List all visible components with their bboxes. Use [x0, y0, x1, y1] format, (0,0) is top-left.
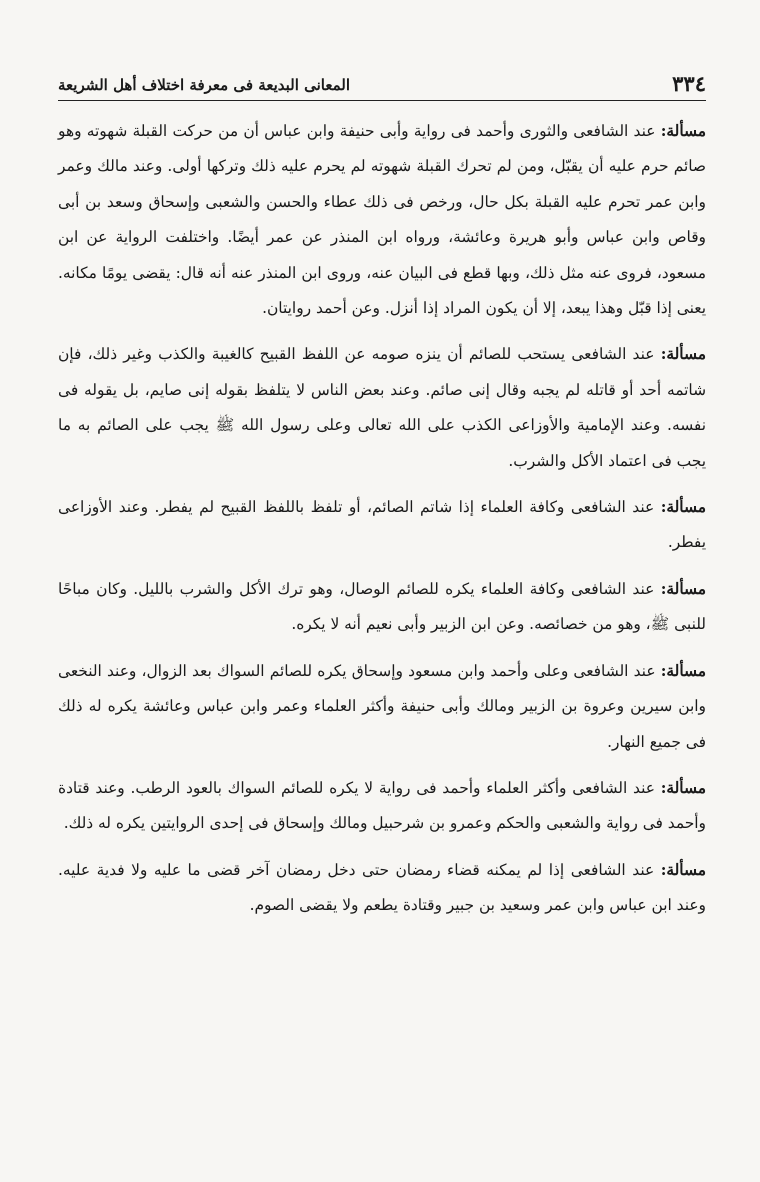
masala-label: مسألة:	[660, 661, 706, 680]
paragraph	[58, 853, 706, 924]
page-body	[58, 114, 706, 935]
paragraph	[58, 654, 706, 760]
running-title: المعانى البديعة فى معرفة اختلاف أهل الشريعة	[58, 76, 351, 94]
masala-label: مسألة:	[660, 778, 706, 797]
paragraph	[58, 771, 706, 842]
masala-label: مسألة:	[660, 345, 706, 364]
masala-label: مسألة:	[660, 122, 706, 140]
page-header	[58, 66, 706, 101]
masala-label: مسألة:	[660, 498, 706, 517]
paragraph-text: عند الشافعى وكافة العلماء يكره للصائم الوصال، وهو ترك الأكل والشرب بالليل. وكان مباحًا للنبى ﷺ، وهو من خصائصه. وعن ابن الزبير وأبى نعيم أنه لا يكره.	[58, 579, 706, 634]
masala-label: مسألة:	[660, 579, 706, 598]
paragraph-text: عند الشافعى يستحب للصائم أن ينزه صومه عن اللفظ القبيح كالغيبة والكذب وغير ذلك، فإن شاتمه أحد أو قاتله لم يجبه وقال إنى صائم. وعند بعض الناس لا يتلفظ بقوله إنى صايم، بل يقوله فى نفسه. وعند الإمامية والأوزاعى الكذب على الله تعالى وعلى رسول الله ﷺ يجب على الصائم به ما يجب فى اعتماد الأكل والشرب.	[58, 345, 706, 470]
paragraph	[58, 490, 706, 561]
paragraph-text: عند الشافعى وعلى وأحمد وابن مسعود وإسحاق يكره للصائم السواك بعد الزوال، وعند النخعى وابن سيرين وعروة بن الزبير ومالك وأبى حنيفة وأكثر العلماء وعمر وابن عباس وعائشة يكره له ذلك فى جميع النهار.	[58, 661, 706, 751]
paragraph	[58, 337, 706, 479]
paragraph-text: عند الشافعى والثورى وأحمد فى رواية وأبى حنيفة وابن عباس أن من حركت القبلة شهوته وهو صائم حرم عليه أن يقبّل، ومن لم تحرك القبلة شهوته لم يحرم عليه ذلك وتركها أولى. وعند مالك وعمر وابن عمر تحرم عليه القبلة بكل حال، ورخص فى ذلك عطاء والحسن والشعبى وإسحاق وسعد بن أبى وقاص وابن عباس وأبو هريرة وعائشة، ورواه ابن المنذر عن عمر أيضًا. واختلفت الرواية عن ابن مسعود، فروى عنه مثل ذلك، وبها قطع فى البيان عنه، وروى ابن المنذر عنه أنه قال: يقضى يومًا مكانه. يعنى إذا قبّل وهذا يبعد، إلا أن يكون المراد إذا أنزل. وعن أحمد روايتان.	[58, 122, 706, 318]
paragraph	[58, 572, 706, 643]
paragraph-text: عند الشافعى وأكثر العلماء وأحمد فى رواية لا يكره للصائم السواك بالعود الرطب. وعند قتادة وأحمد فى رواية والشعبى والحكم وعمرو بن شرحبيل ومالك وإسحاق فى إحدى الروايتين يكره له ذلك.	[58, 778, 706, 833]
page-number: ٣٣٤	[672, 71, 706, 96]
paragraph-text: عند الشافعى إذا لم يمكنه قضاء رمضان حتى دخل رمضان آخر قضى ما عليه ولا فدية عليه. وعند ابن عباس وابن عمر وسعيد بن جبير وقتادة يطعم ولا يقضى الصوم.	[58, 860, 706, 915]
paragraph	[58, 114, 706, 326]
masala-label: مسألة:	[660, 860, 706, 879]
paragraph-text: عند الشافعى وكافة العلماء إذا شاتم الصائم، أو تلفظ باللفظ القبيح لم يفطر. وعند الأوزاعى يفطر.	[58, 498, 706, 552]
